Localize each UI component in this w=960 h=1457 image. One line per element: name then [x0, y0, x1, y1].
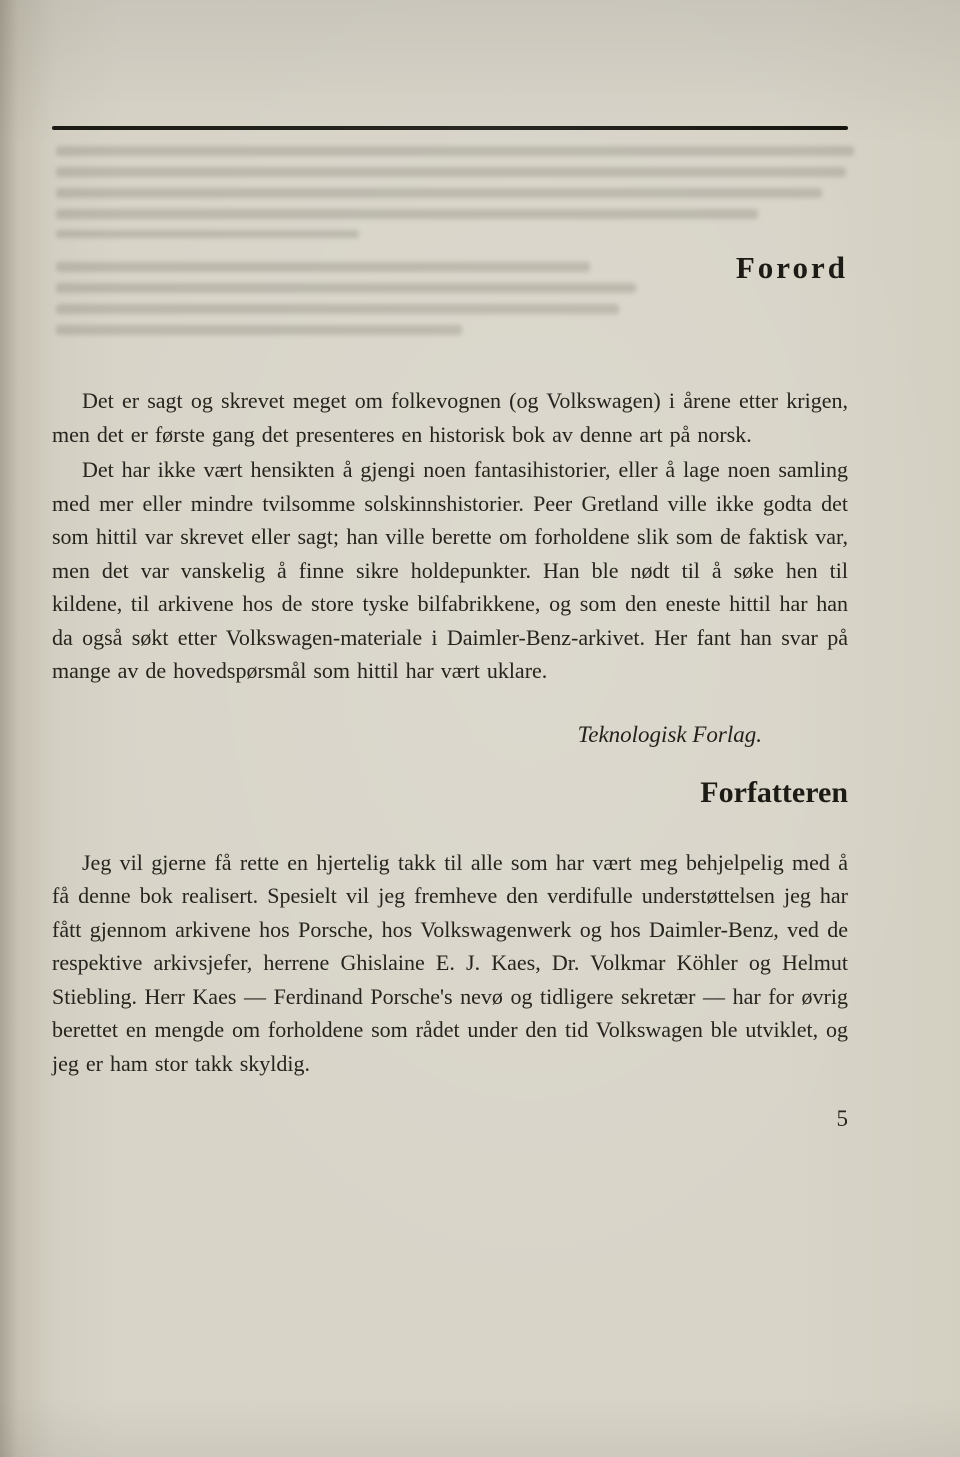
author-paragraph: Jeg vil gjerne få rette en hjertelig takk til alle som har vært meg behjelpelig med å få denne bok realisert. Spesielt vil jeg fremheve den verdifulle understøttelsen jeg har fått gjennom arkivene hos Porsche, hos Volkswagenwerk og hos Daimler-Benz, ved de respektive arkivsjefer, herrene Ghislaine E. J. Kaes, Dr. Volkmar Köhler og Helmut Stiebling. Herr Kaes — Ferdinand Porsche's nevø og tidligere sekretær — har for øvrig berettet en mengde om forholdene som rådet under den tid Volkswagen ble utviklet, og jeg er ham stor takk skyldig.: [52, 849, 848, 1076]
section-rule: [52, 126, 848, 130]
foreword-paragraph-2: Det har ikke vært hensikten å gjengi noen fantasihistorier, eller å lage noen samling med mer eller mindre tvilsomme solskinnshistorier. Peer Gretland ville ikke godta det som hittil var skrevet eller sagt; han ville berette om forholdene slik som de faktisk var, men det var vanskelig å finne sikre holdepunkter. Han ble nødt til å søke hen til kildene, til arkivene hos de store tyske bilfabrikkene, og som den eneste hittil har han da også søkt etter Volkswagen-materiale i Daimler-Benz-arkivet. Her fant han svar på mange av de hovedspørsmål som hittil har vært uklare.: [52, 457, 848, 683]
foreword-paragraph-1: Det er sagt og skrevet meget om folkevognen (og Volkswagen) i årene etter krigen, men det er første gang det presenteres en historisk bok av denne art på norsk.: [52, 388, 848, 447]
page-number: 5: [836, 1106, 848, 1131]
page-title: Forord: [735, 250, 848, 285]
section-heading-author: Forfatteren: [700, 775, 848, 809]
publisher-signature: Teknologisk Forlag.: [577, 721, 762, 747]
